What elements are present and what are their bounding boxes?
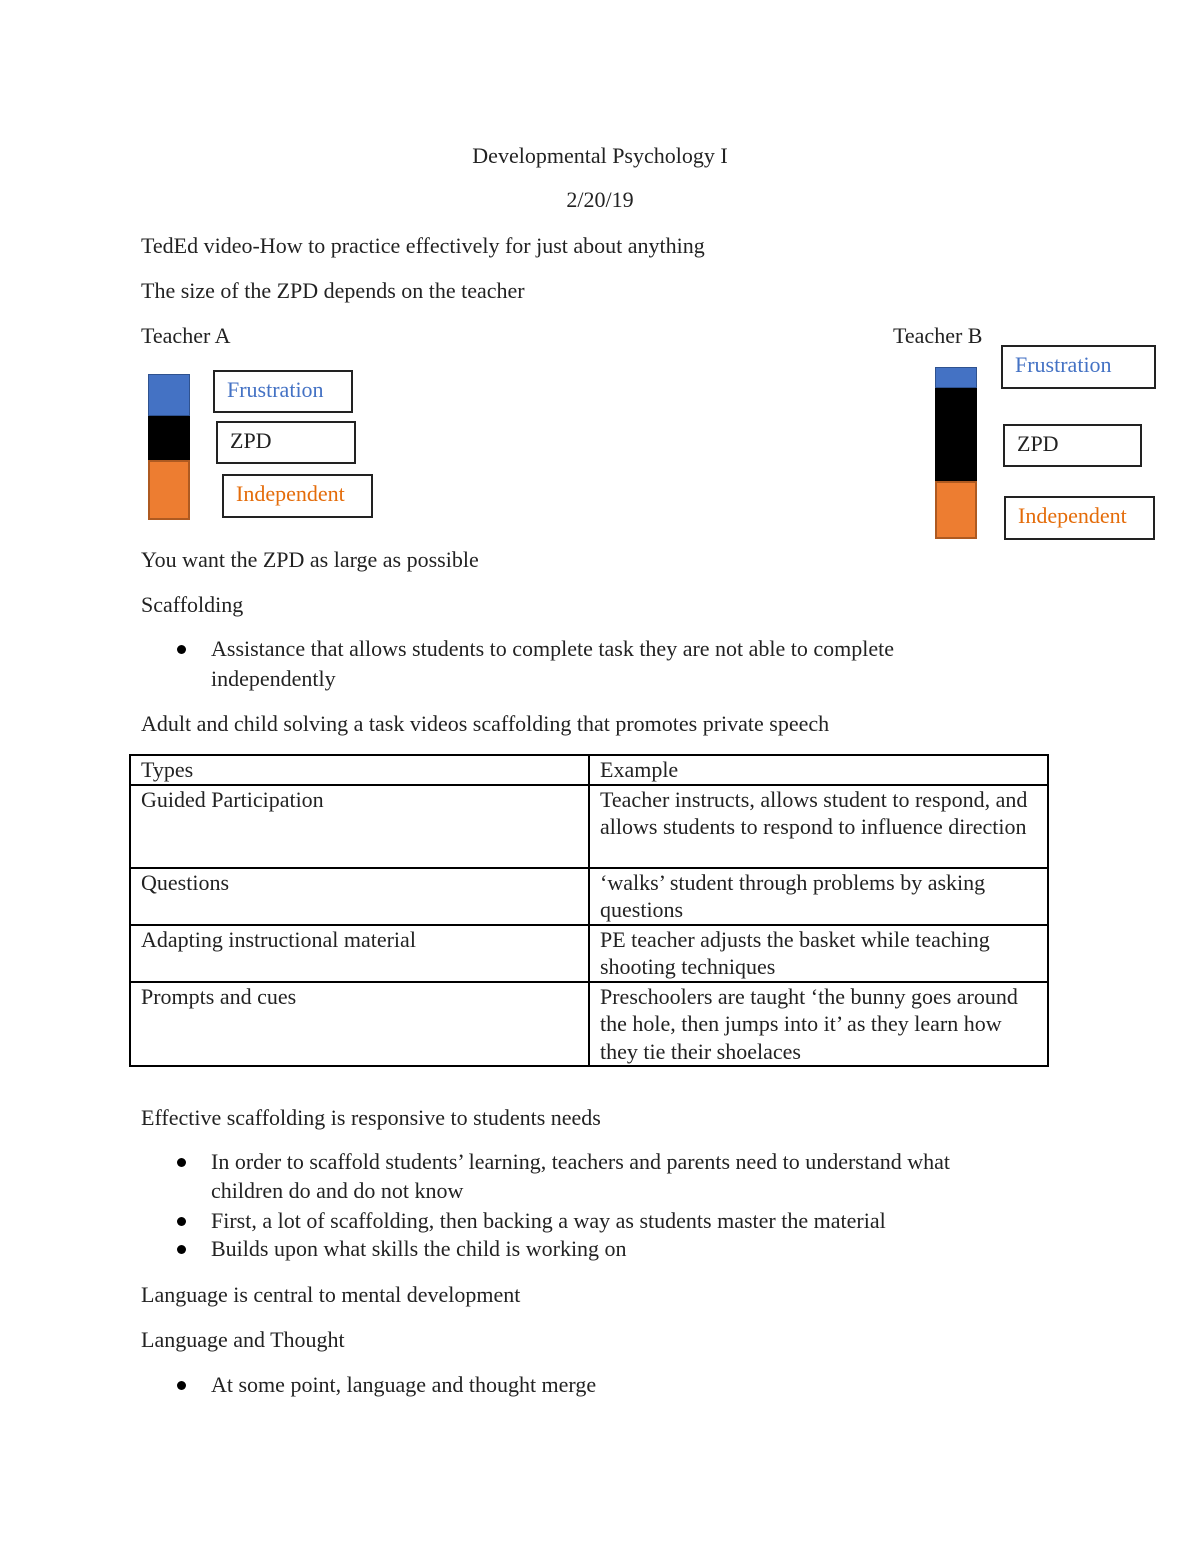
effective-bullet-line-1: In order to scaffold students’ learning, teachers and parents need to understand what [211,1149,950,1174]
teacher-a-zpd-label: ZPD [216,421,356,464]
teacher-a-label: Teacher A [141,323,231,348]
table-cell-type: Adapting instructional material [130,925,589,982]
scaffolding-bullet-line-2: independently [211,666,336,691]
table-header-cell: Types [130,755,589,785]
bullet-icon [177,1158,186,1167]
teacher-b-label: Teacher B [893,323,983,348]
bullet-icon [177,1217,186,1226]
scaffolding-types-table [129,754,1049,1067]
video-note: TedEd video-How to practice effectively for just about anything [141,233,705,258]
teacher-b-independent-label: Independent [1004,496,1155,540]
table-row [130,868,1048,925]
zpd-size-note: The size of the ZPD depends on the teacher [141,278,525,303]
teacher-b-zpd-label: ZPD [1003,424,1142,467]
bullet-icon [177,1245,186,1254]
table-cell-example: Teacher instructs, allows student to respond, and allows students to respond to influence direction [589,785,1048,868]
table-row [130,925,1048,982]
zpd-want-note: You want the ZPD as large as possible [141,547,479,572]
teacher-b-zpd-bar [935,367,977,539]
bullet-icon [177,1381,186,1390]
bullet-icon [177,645,186,654]
teacher-a-frustration-label: Frustration [213,370,353,413]
teacher-a-independent-label: Independent [222,474,373,518]
effective-bullet-line-3: First, a lot of scaffolding, then backing a way as students master the material [211,1208,886,1233]
teacher-b-independent-segment [935,481,977,539]
table-header-cell: Example [589,755,1048,785]
adult-child-note: Adult and child solving a task videos scaffolding that promotes private speech [141,711,830,736]
teacher-a-zpd-segment [148,416,190,460]
teacher-a-zpd-bar [148,374,190,520]
teacher-a-frustration-segment [148,374,190,416]
document-title: Developmental Psychology I [472,143,728,168]
table-cell-example: Preschoolers are taught ‘the bunny goes around the hole, then jumps into it’ as they learn how they tie their shoelaces [589,982,1048,1067]
teacher-b-frustration-label: Frustration [1001,345,1156,389]
table-cell-type: Questions [130,868,589,925]
table-cell-example: ‘walks’ student through problems by asking questions [589,868,1048,925]
table-cell-type: Prompts and cues [130,982,589,1067]
table-cell-example: PE teacher adjusts the basket while teaching shooting techniques [589,925,1048,982]
scaffolding-bullet-line-1: Assistance that allows students to complete task they are not able to complete [211,636,895,661]
language-thought-heading: Language and Thought [141,1327,345,1352]
effective-bullet-line-2: children do and do not know [211,1178,464,1203]
language-bullet-line-1: At some point, language and thought merge [211,1372,597,1397]
table-row [130,982,1048,1067]
language-central-note: Language is central to mental development [141,1282,521,1307]
teacher-b-frustration-segment [935,367,977,388]
teacher-b-zpd-segment [935,388,977,481]
document-date: 2/20/19 [566,187,634,212]
scaffolding-heading: Scaffolding [141,592,244,617]
table-row [130,785,1048,868]
teacher-a-independent-segment [148,460,190,520]
effective-scaffolding-heading: Effective scaffolding is responsive to students needs [141,1105,601,1130]
effective-bullet-line-4: Builds upon what skills the child is working on [211,1236,627,1261]
table-cell-type: Guided Participation [130,785,589,868]
table-header-row [130,755,1048,785]
